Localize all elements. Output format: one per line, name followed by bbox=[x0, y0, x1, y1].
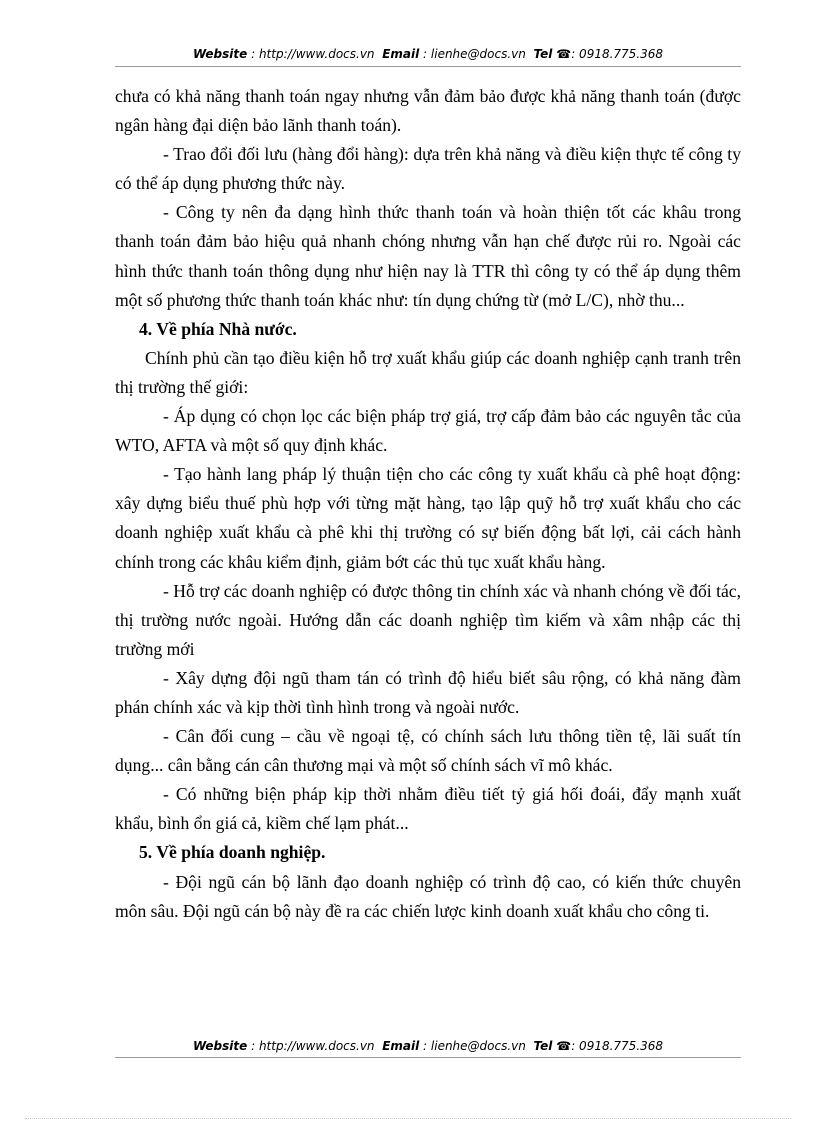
section-heading-5: 5. Về phía doanh nghiệp. bbox=[139, 842, 326, 863]
paragraph: chưa có khả năng thanh toán ngay nhưng vẫn đảm bảo được khả năng thanh toán (được ngân hàng đại diện bảo lãnh thanh toán). bbox=[115, 86, 741, 136]
phone-icon: ☎ bbox=[556, 47, 572, 61]
footer-website-link[interactable]: : http://www.docs.vn bbox=[251, 1039, 375, 1053]
paragraph: Chính phủ cần tạo điều kiện hỗ trợ xuất khẩu giúp các doanh nghiệp cạnh tranh trên thị trường thế giới: bbox=[115, 347, 741, 397]
phone-icon: ☎ bbox=[556, 1039, 572, 1053]
footer-email-label: Email bbox=[382, 1039, 420, 1053]
footer-email-link[interactable]: : lienhe@docs.vn bbox=[423, 1039, 526, 1053]
page-header bbox=[115, 47, 741, 61]
header-rule bbox=[115, 66, 741, 67]
bullet-paragraph: - Hỗ trợ các doanh nghiệp có được thông tin chính xác và nhanh chóng về đối tác, thị trường nước ngoài. Hướng dẫn các doanh nghiệp tìm kiếm và xâm nhập các thị trường mới bbox=[115, 580, 741, 659]
section-heading-4: 4. Về phía Nhà nước. bbox=[139, 318, 297, 339]
document-body bbox=[115, 82, 741, 926]
header-website-link[interactable]: : http://www.docs.vn bbox=[251, 47, 375, 61]
footer-tel-label: Tel bbox=[533, 1039, 553, 1053]
page-footer bbox=[115, 1039, 741, 1053]
footer-website-label: Website bbox=[192, 1039, 248, 1053]
header-website-label: Website bbox=[192, 47, 248, 61]
header-tel-value: : 0918.775.368 bbox=[571, 47, 664, 61]
page-edge-dotted-line bbox=[25, 1118, 791, 1119]
bullet-paragraph: - Đội ngũ cán bộ lãnh đạo doanh nghiệp có trình độ cao, có kiến thức chuyên môn sâu. Đội ngũ cán bộ này đề ra các chiến lược kinh doanh xuất khẩu cho công ti. bbox=[115, 871, 741, 921]
header-email-link[interactable]: : lienhe@docs.vn bbox=[423, 47, 526, 61]
footer-rule bbox=[115, 1057, 741, 1058]
footer-tel-value: : 0918.775.368 bbox=[571, 1039, 664, 1053]
bullet-paragraph: - Tạo hành lang pháp lý thuận tiện cho các công ty xuất khẩu cà phê hoạt động: xây dựng biểu thuế phù hợp với từng mặt hàng, tạo lập quỹ hỗ trợ xuất khẩu cho các doanh nghiệp xuất khẩu cà phê khi thị trường có sự biến động bất lợi, cải cách hành chính trong các khâu kiểm định, giảm bớt các thủ tục xuất khẩu hàng. bbox=[115, 464, 741, 572]
header-tel-label: Tel bbox=[533, 47, 553, 61]
bullet-paragraph: - Công ty nên đa dạng hình thức thanh toán và hoàn thiện tốt các khâu trong thanh toán đảm bảo hiệu quả nhanh chóng nhưng vẫn hạn chế được rủi ro. Ngoài các hình thức thanh toán thông dụng như hiện nay là TTR thì công ty có thể áp dụng thêm một số phương thức thanh toán khác như: tín dụng chứng từ (mở L/C), nhờ thu... bbox=[115, 202, 741, 310]
bullet-paragraph: - Xây dựng đội ngũ tham tán có trình độ hiểu biết sâu rộng, có khả năng đàm phán chính xác và kịp thời tình hình trong và ngoài nước. bbox=[115, 667, 741, 717]
bullet-paragraph: - Trao đổi đối lưu (hàng đổi hàng): dựa trên khả năng và điều kiện thực tế công ty có thể áp dụng phương thức này. bbox=[115, 144, 741, 194]
bullet-paragraph: - Có những biện pháp kịp thời nhằm điều tiết tỷ giá hối đoái, đẩy mạnh xuất khẩu, bình ổn giá cả, kiềm chế lạm phát... bbox=[115, 784, 741, 834]
header-email-label: Email bbox=[382, 47, 420, 61]
bullet-paragraph: - Cân đối cung – cầu về ngoại tệ, có chính sách lưu thông tiền tệ, lãi suất tín dụng... cân bằng cán cân thương mại và một số chính sách vĩ mô khác. bbox=[115, 726, 741, 776]
bullet-paragraph: - Áp dụng có chọn lọc các biện pháp trợ giá, trợ cấp đảm bảo các nguyên tắc của WTO, AFTA và một số quy định khác. bbox=[115, 406, 741, 456]
